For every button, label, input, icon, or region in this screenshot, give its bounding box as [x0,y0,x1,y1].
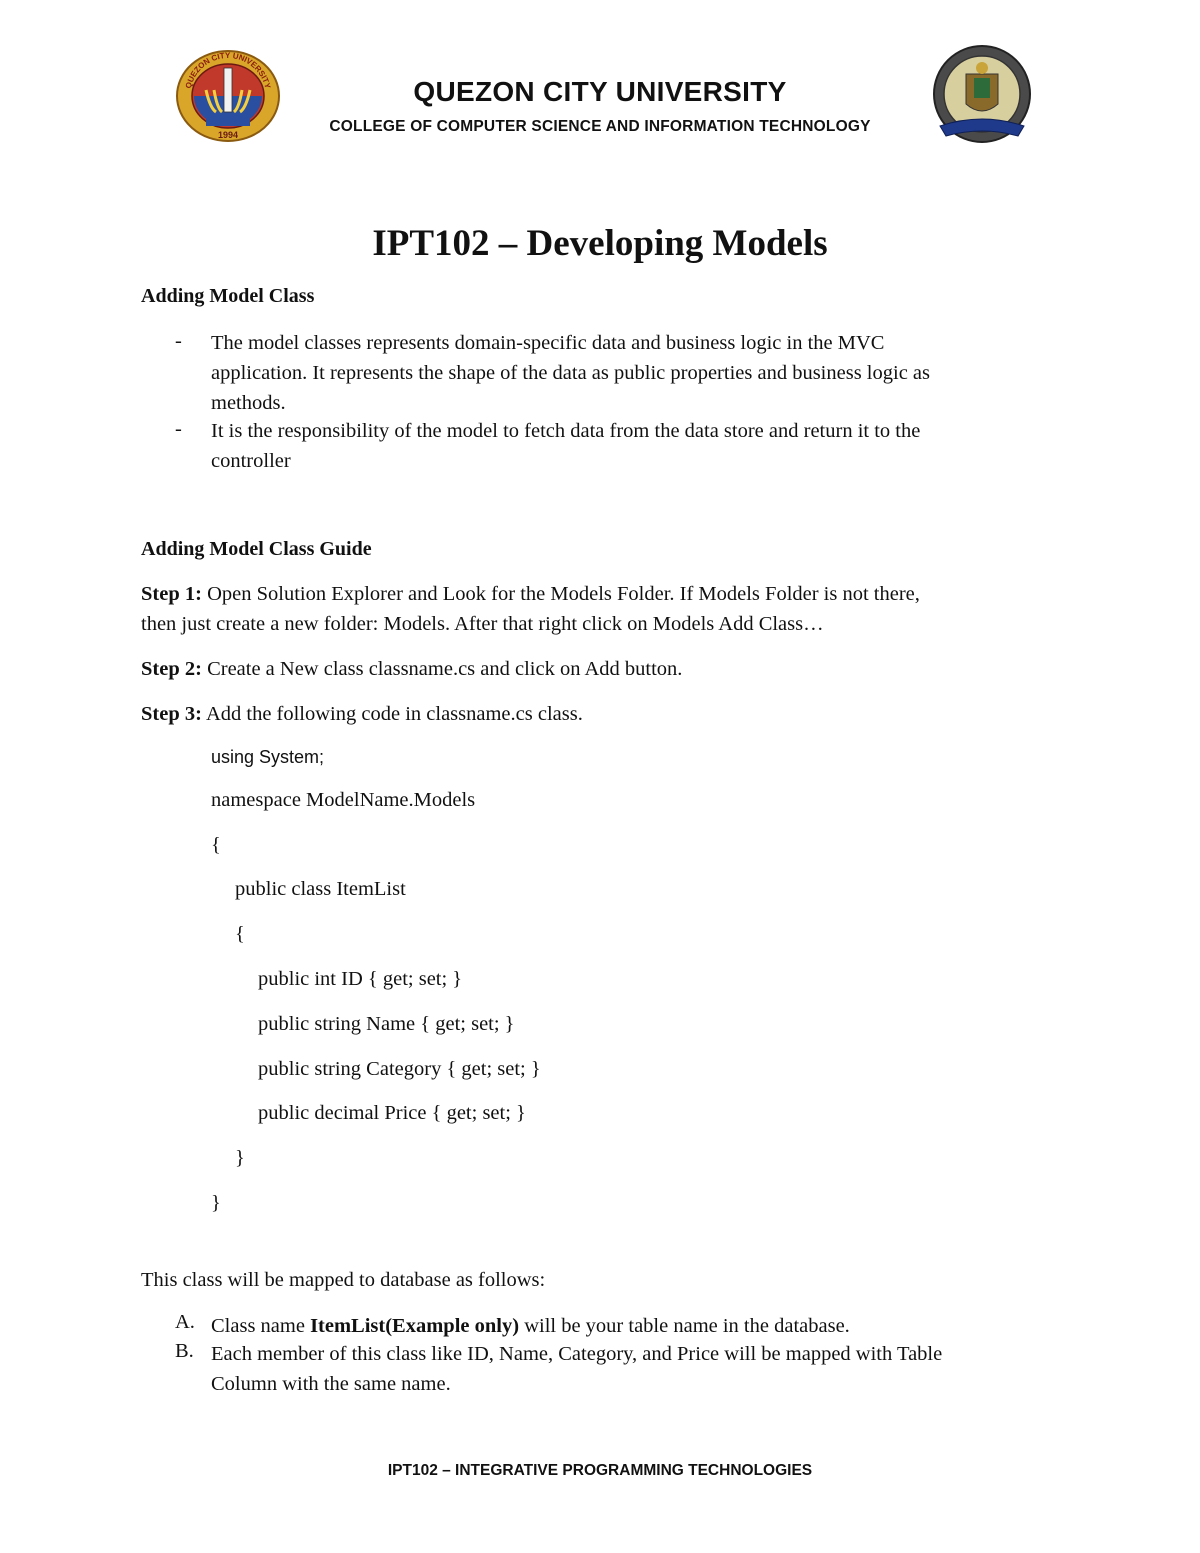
code-line: using System; [211,747,325,767]
bullet-line: controller [211,450,291,472]
bullet-line: methods. [211,392,286,414]
step-text: then just create a new folder: Models. After that right click on Models Add Class… [141,613,824,635]
bullet-line: It is the responsibility of the model to fetch data from the data store and return it to the [211,420,921,442]
code-line: public decimal Price { get; set; } [258,1102,526,1124]
page-footer: IPT102 – INTEGRATIVE PROGRAMMING TECHNOLOGIES [387,1462,813,1479]
item-text: Class name [211,1315,311,1337]
section-heading-adding-model-class: Adding Model Class [141,285,315,307]
university-name: QUEZON CITY UNIVERSITY [413,76,787,107]
step-1 [141,579,1061,639]
item-text: will be your table name in the database. [519,1315,850,1337]
code-line: public string Category { get; set; } [258,1058,541,1080]
code-line: public class ItemList [235,878,406,900]
bullet-marker: - [175,418,182,440]
step-label: Step 2: [141,658,202,680]
step-text: Add the following code in classname.cs class. [205,703,583,725]
bullet-line: The model classes represents domain-specific data and business logic in the MVC [211,332,885,354]
code-line: namespace ModelName.Models [211,789,476,811]
bullet-line: application. It represents the shape of the data as public properties and business logic as [211,362,930,384]
college-name: COLLEGE OF COMPUTER SCIENCE AND INFORMATION TECHNOLOGY [329,118,871,135]
code-line: public string Name { get; set; } [258,1013,515,1035]
bullet-text [211,328,1061,418]
section-heading-guide: Adding Model Class Guide [141,538,372,560]
code-line: } [235,1147,245,1169]
page-title: IPT102 – Developing Models [372,223,828,264]
mapping-item-b [211,1339,1061,1399]
list-marker: A. [175,1311,195,1333]
step-3 [141,699,1061,729]
code-line: public int ID { get; set; } [258,968,463,990]
mapping-item-a [211,1311,1061,1341]
bullet-marker: - [175,330,182,352]
list-marker: B. [175,1340,194,1362]
item-line: Each member of this class like ID, Name, Category, and Price will be mapped with Table [211,1343,943,1365]
code-line: { [235,923,245,945]
step-2 [141,654,1061,684]
bullet-text [211,416,1061,476]
code-line: { [211,834,221,856]
logo-year: 1994 [217,130,239,140]
step-text: Open Solution Explorer and Look for the Models Folder. If Models Folder is not there, [207,583,920,605]
mapping-intro: This class will be mapped to database as follows: [141,1269,546,1291]
item-line: Column with the same name. [211,1373,451,1395]
code-line: } [211,1192,221,1214]
step-text: Create a New class classname.cs and click on Add button. [207,658,683,680]
step-label: Step 3: [141,703,202,725]
step-label: Step 1: [141,583,202,605]
logo-ring-text: QUEZON CITY UNIVERSITY [183,50,273,90]
item-bold: ItemList(Example only) [310,1315,520,1337]
